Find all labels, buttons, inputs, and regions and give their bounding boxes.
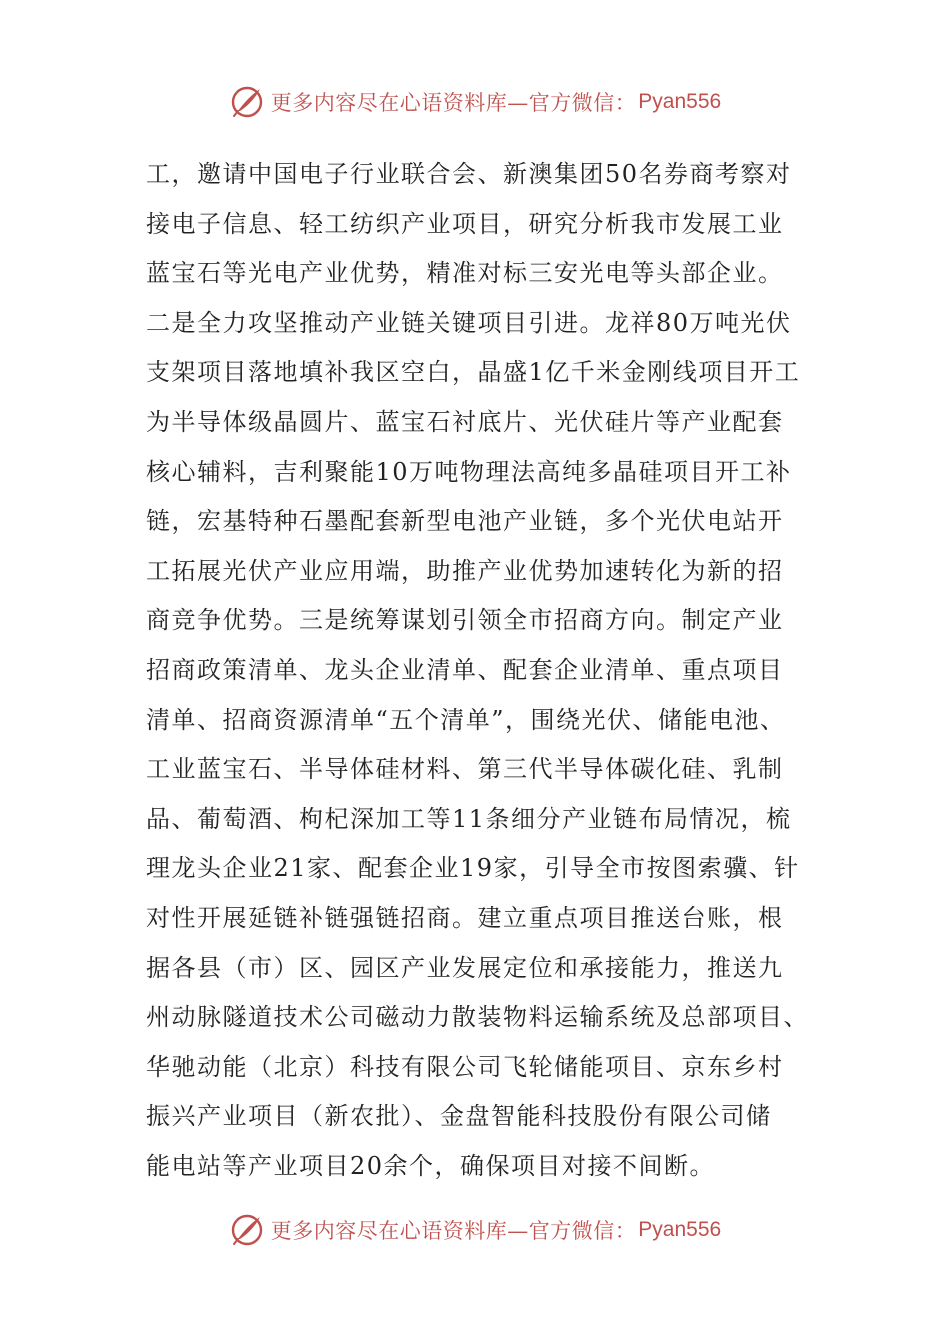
- footer-watermark-text: 更多内容尽在心语资料库—官方微信：: [270, 1219, 637, 1243]
- header-watermark-id: Pyan556: [638, 90, 722, 113]
- text-line: 工业蓝宝石、半导体硅材料、第三代半导体碳化硅、乳制: [146, 755, 784, 784]
- quill-pen-logo-icon: [229, 84, 265, 120]
- text-line: 华驰动能（北京）科技有限公司飞轮储能项目、京东乡村: [146, 1052, 784, 1081]
- text-line: 振兴产业项目（新农批）、金盘智能科技股份有限公司储: [146, 1102, 772, 1131]
- text-line: 清单、招商资源清单“五个清单”，围绕光伏、储能电池、: [146, 705, 786, 734]
- header-watermark: [0, 82, 950, 122]
- text-line: 商竞争优势。三是统筹谋划引领全市招商方向。制定产业: [146, 606, 784, 635]
- text-line: 对性开展延链补链强链招商。建立重点项目推送台账，根: [146, 903, 784, 932]
- text-line: 蓝宝石等光电产业优势，精准对标三安光电等头部企业。: [146, 259, 784, 288]
- text-line: 招商政策清单、龙头企业清单、配套企业清单、重点项目: [146, 655, 784, 684]
- text-line: 支架项目落地填补我区空白，晶盛1亿千米金刚线项目开工: [146, 358, 801, 387]
- text-line: 品、葡萄酒、枸杞深加工等11条细分产业链布局情况，梳: [146, 804, 792, 833]
- text-line: 为半导体级晶圆片、蓝宝石衬底片、光伏硅片等产业配套: [146, 407, 784, 436]
- quill-pen-logo-icon: [229, 1212, 265, 1248]
- body-paragraph: [146, 150, 814, 1191]
- text-line: 理龙头企业21家、配套企业19家，引导全市按图索骥、针: [146, 854, 800, 883]
- text-line: 据各县（市）区、园区产业发展定位和承接能力，推送九: [146, 953, 784, 982]
- footer-watermark-id: Pyan556: [638, 1218, 722, 1241]
- text-line: 州动脉隧道技术公司磁动力散装物料运输系统及总部项目、: [146, 1003, 809, 1032]
- text-line: 二是全力攻坚推动产业链关键项目引进。龙祥80万吨光伏: [146, 308, 792, 337]
- text-line: 能电站等产业项目20余个，确保项目对接不间断。: [146, 1151, 716, 1180]
- text-line: 工，邀请中国电子行业联合会、新澳集团50名券商考察对: [146, 160, 792, 188]
- footer-watermark: [0, 1210, 950, 1250]
- text-line: 核心辅料，吉利聚能10万吨物理法高纯多晶硅项目开工补: [146, 457, 792, 486]
- header-watermark-text: 更多内容尽在心语资料库—官方微信：: [270, 91, 637, 115]
- text-line: 接电子信息、轻工纺织产业项目，研究分析我市发展工业: [146, 209, 784, 238]
- text-line: 链，宏基特种石墨配套新型电池产业链，多个光伏电站开: [146, 507, 784, 536]
- text-line: 工拓展光伏产业应用端，助推产业优势加速转化为新的招: [146, 556, 784, 585]
